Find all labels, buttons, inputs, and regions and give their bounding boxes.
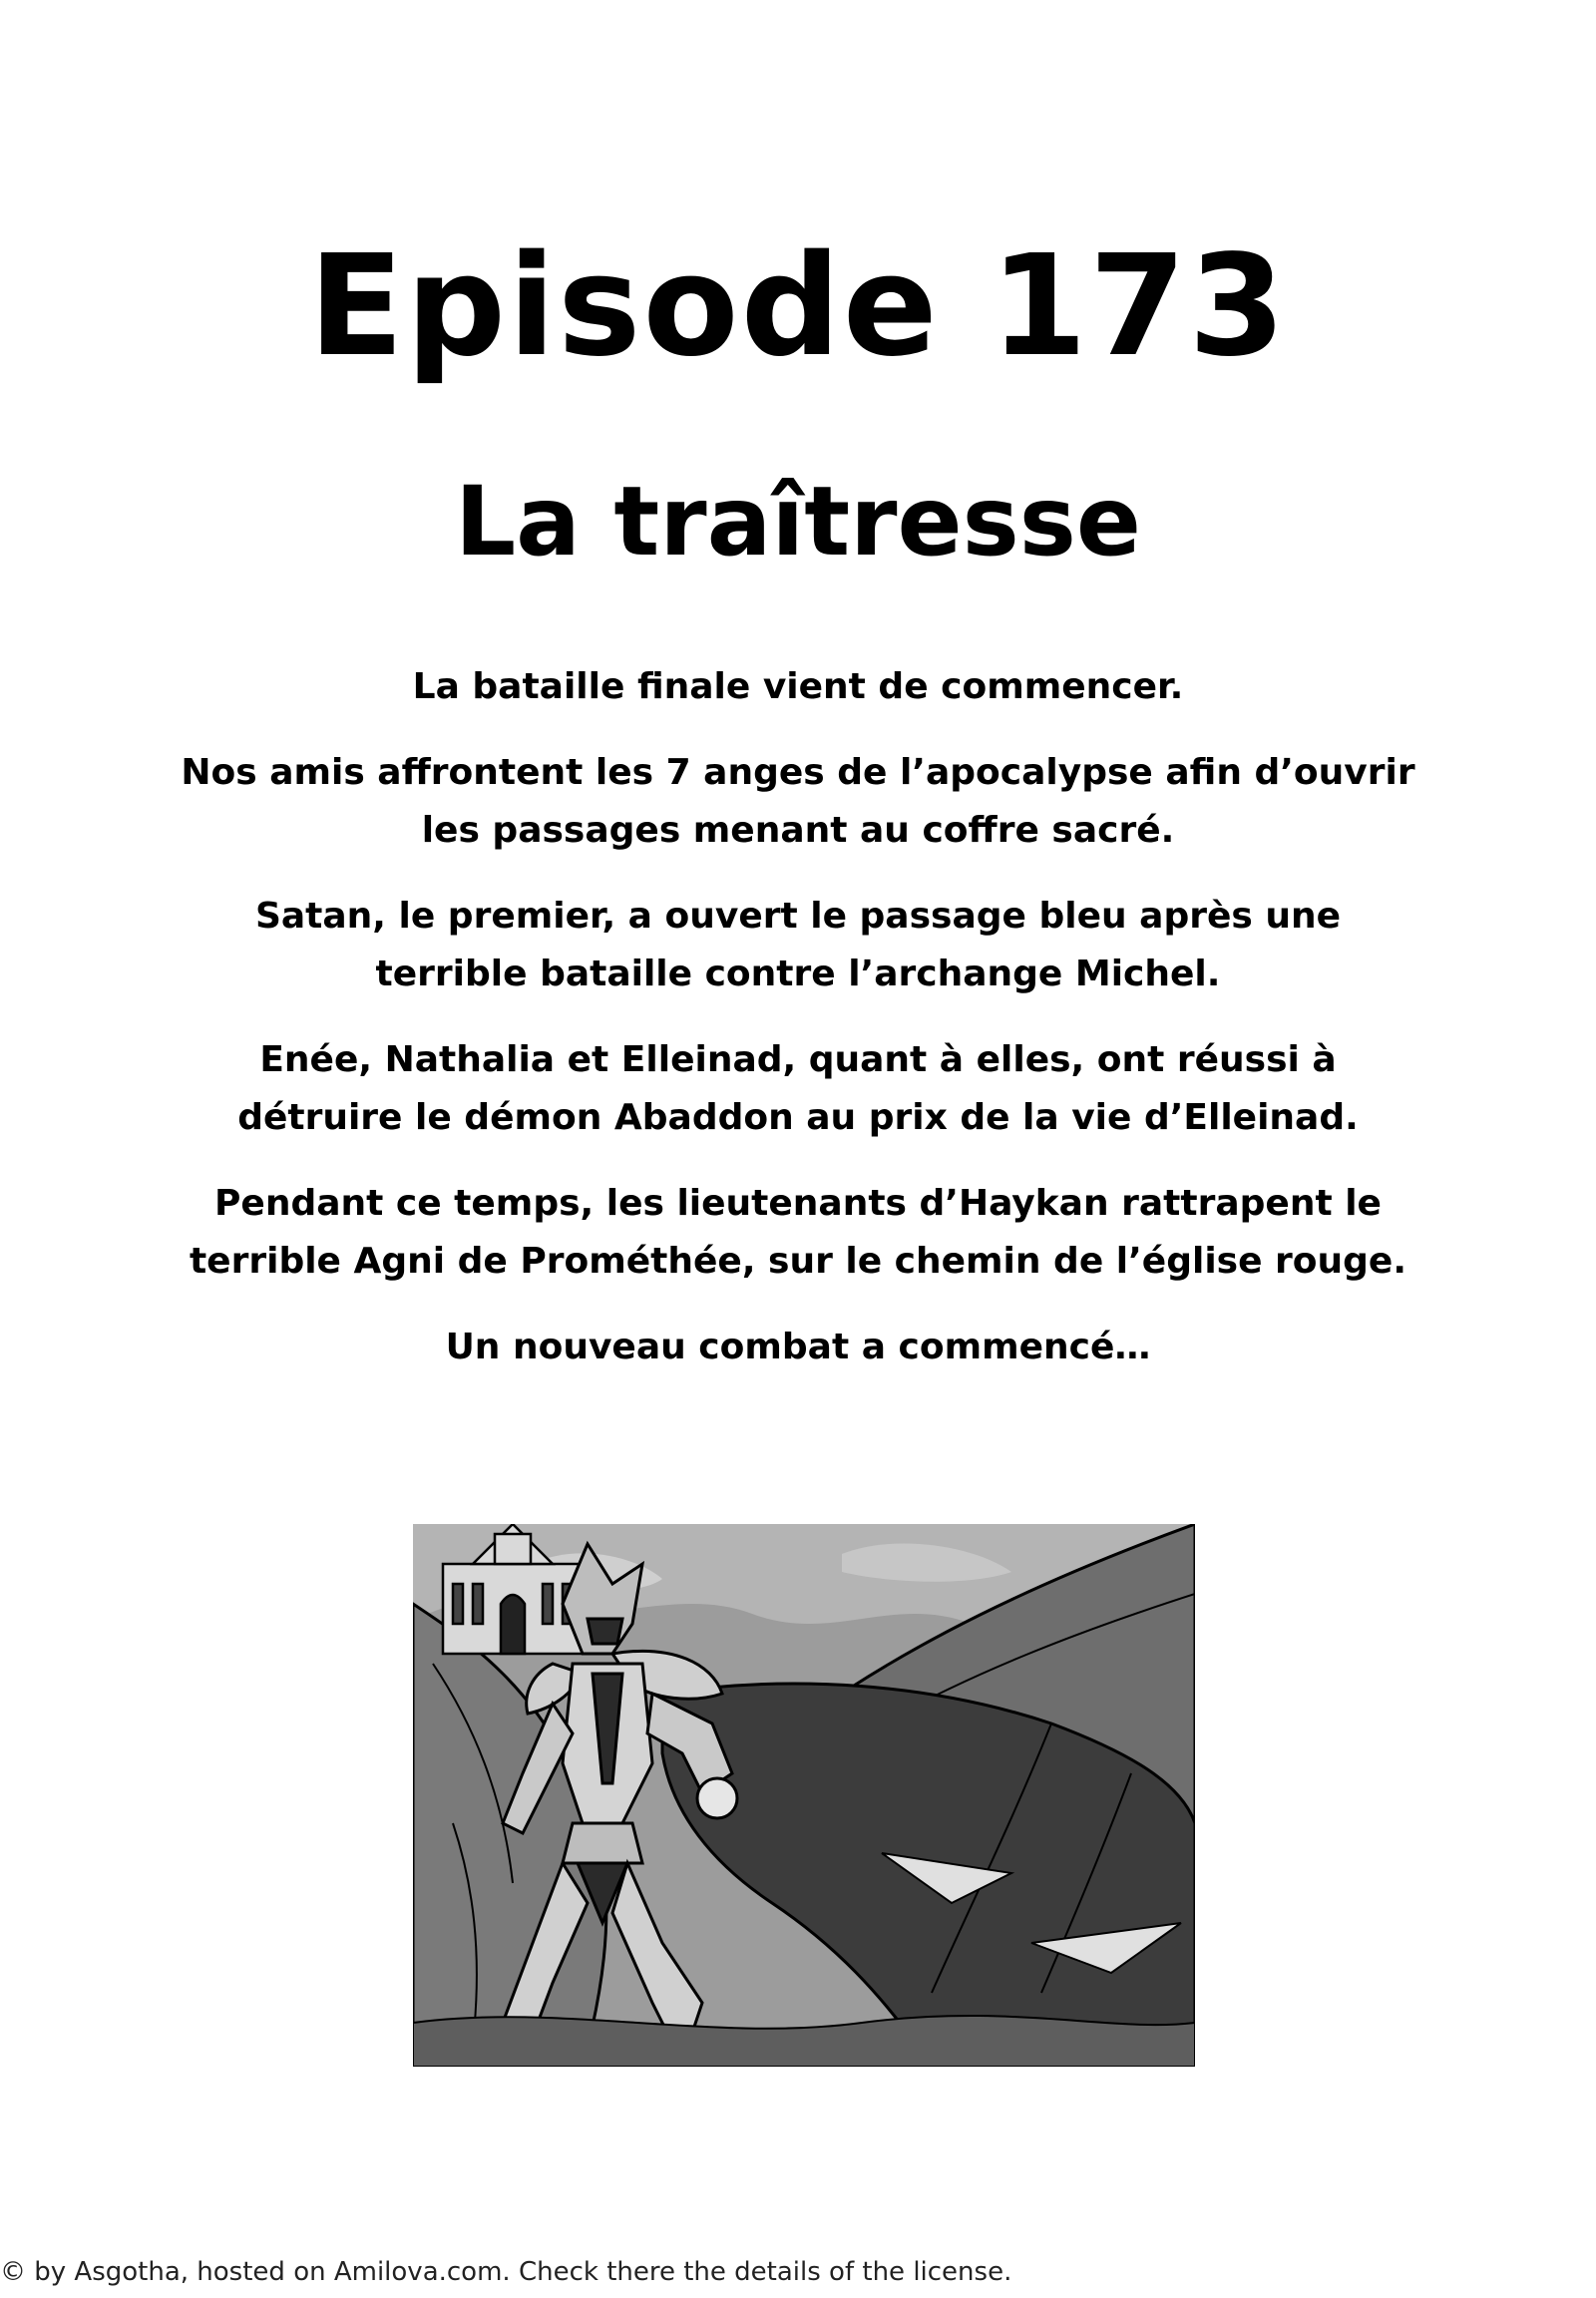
synopsis-paragraph: Pendant ce temps, les lieutenants d’Haykan rattrapent le terrible Agni de Prométhée, sur le chemin de l’église rouge. [189,1183,1407,1282]
armored-warrior-illustration [413,1524,1195,2067]
episode-title-heading: La traîtresse [454,466,1142,577]
synopsis-paragraph: Satan, le premier, a ouvert le passage bleu après une terrible bataille contre l’archange Michel. [254,896,1342,994]
synopsis-paragraph: Enée, Nathalia et Elleinad, quant à elles, ont réussi à détruire le démon Abaddon au prix de la vie d’Elleinad. [237,1039,1359,1138]
synopsis-paragraph: Nos amis affrontent les 7 anges de l’apocalypse afin d’ouvrir les passages menant au coffre sacré. [181,752,1415,851]
license-credit: © by Asgotha, hosted on Amilova.com. Check there the details of the license. [0,2257,1012,2287]
synopsis-paragraph: La bataille finale vient de commencer. [412,666,1184,707]
episode-number-heading: Episode 173 [308,225,1288,388]
synopsis-paragraph: Un nouveau combat a commencé… [445,1327,1151,1367]
synopsis-text [180,658,1416,1404]
